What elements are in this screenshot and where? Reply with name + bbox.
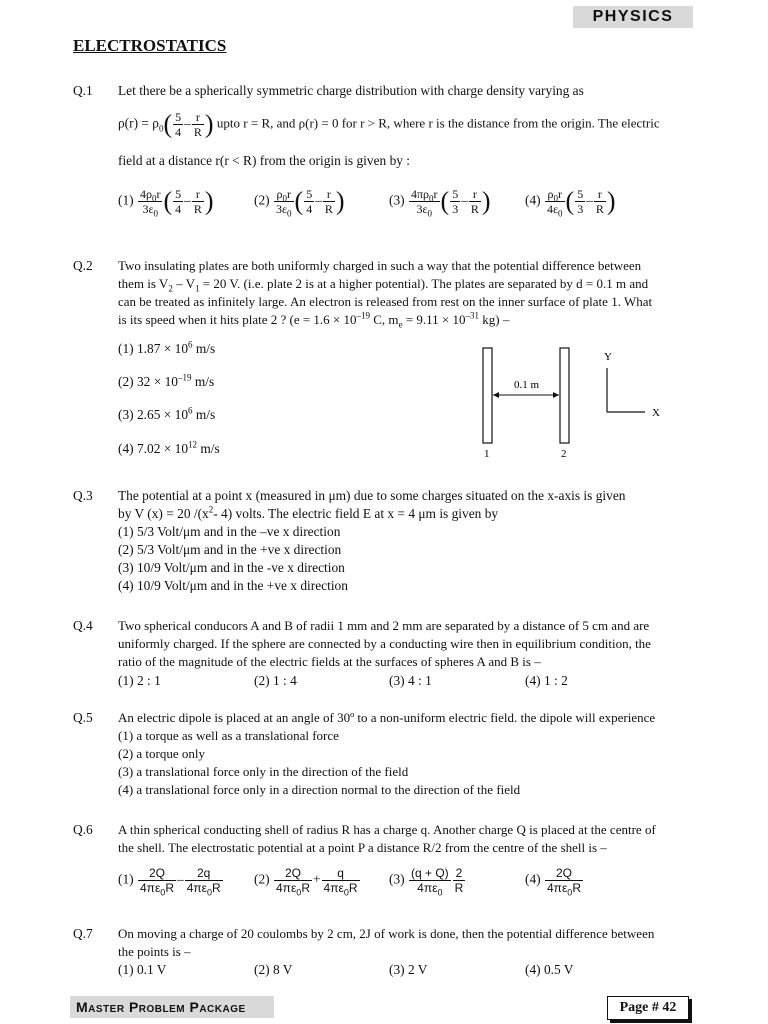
option-3: (3) 2 V [389,962,428,977]
option-3: (3) 10/9 Volt/μm and in the -ve x direction [118,560,345,575]
plate-2-label: 2 [561,448,567,460]
option-2: (2) 1 : 4 [254,673,297,688]
question-text: On moving a charge of 20 coulombs by 2 cm, 2J of work is done, then the potential difference between [118,926,655,941]
question-text: An electric dipole is placed at an angle of 30º to a non-uniform electric field. the dipole will experience [118,710,656,725]
arrow-head-right [553,392,559,398]
axis-x-label: X [652,407,660,419]
option-3: (3) $2.65 \times 10^6$ m/s [118,405,216,422]
arrow-head-left [493,392,499,398]
question-number: Q.2 [73,258,93,273]
question-number: Q.4 [73,618,93,633]
question-text: The potential at a point x (measured in μm) due to some charges situated on the x-axis is given [118,488,626,503]
option-1: (1) $1.87 \times 10^6$ m/s [118,339,216,356]
option-1: (1) 5/3 Volt/μm and in the –ve x direction [118,524,341,539]
question-text: by V (x) = 20 $/(x^2-$ 4) volts. The electric field E at x = 4 μm is given by [118,504,499,521]
option-1: (1) 0.1 V [118,962,167,977]
gap-label: 0.1 m [514,379,540,391]
page-number: Page # 42 [607,996,689,1020]
option-4: (4) $\frac{\rho_0r}{4\varepsilon_0}$ ( $\frac{5}{3}$ – $\frac{r}{R}$ ) [525,186,616,219]
question-number: Q.7 [73,926,93,941]
question-text: Let there be a spherically symmetric charge distribution with charge density varying as [118,83,584,98]
parallel-plates-diagram [470,340,680,465]
option-4: (4) 0.5 V [525,962,574,977]
option-1: (1) $\frac{2Q}{4\pi\varepsilon_0R}$ – $\frac{2q}{4\pi\varepsilon_0R}$ [118,866,221,898]
option-3: (3) 4 : 1 [389,673,432,688]
option-4: (4) 10/9 Volt/μm and in the +ve x direction [118,578,348,593]
question-text: Two spherical conducors A and B of radii 1 mm and 2 mm are separated by a distance of 5 cm and are [118,618,650,633]
charge-density-formula: $\rho(r) = \rho_0$( $\frac{5}{4}$ – $\frac{r}{R}$ ) upto r = R, and ρ(r) = 0 for r > R, where r is the distance from the origin. The electric [118,109,660,139]
option-3: (3) a translational force only in the direction of the field [118,764,409,779]
option-2: (2) $\frac{2Q}{4\pi\varepsilon_0R}$ + $\frac{q}{4\pi\varepsilon_0R}$ [254,866,358,898]
plate-2 [560,348,569,443]
question-number: Q.6 [73,822,93,837]
question-text: can be treated as infinitely large. An electron is released from rest on the inner surface of plate 1. What [118,294,653,309]
option-4: (4) 1 : 2 [525,673,568,688]
question-text: field at a distance r(r < R) from the origin is given by : [118,153,411,168]
question-text: them is $V_2 - V_1 = 20$ V. (i.e. plate 2 is at a higher potential). The plates are separated by d = 0.1 m and [118,276,649,294]
topic-title: ELECTROSTATICS [73,36,227,55]
question-number: Q.1 [73,83,93,98]
footer-package-label: Master Problem Package [70,996,274,1018]
option-2: (2) a torque only [118,746,206,761]
question-text: ratio of the magnitude of the electric fields at the surfaces of spheres A and B is – [118,654,541,669]
question-text: uniformly charged. If the sphere are connected by a conducting wire then in equilibrium condition, the [118,636,651,651]
question-number: Q.5 [73,710,93,725]
option-4: (4) $7.02 \times 10^{12}$ m/s [118,439,220,456]
question-text: the shell. The electrostatic potential at a point P a distance R/2 from the centre of the shell is – [118,840,607,855]
question-text: the points is – [118,944,191,959]
plate-1 [483,348,492,443]
option-3: (3) $\frac{4\pi\rho_0r}{3\varepsilon_0}$ ( $\frac{5}{3}$ – $\frac{r}{R}$ ) [389,186,491,219]
option-2: (2) 5/3 Volt/μm and in the +ve x direction [118,542,342,557]
plate-1-label: 1 [484,448,490,460]
question-text: is its speed when it hits plate 2 ? ($e = 1.6 \times 10^{-19}$ C, $m_e = 9.11 \times 10^{-31}$ kg) – [118,310,510,330]
option-2: (2) 8 V [254,962,293,977]
option-2: (2) $\frac{\rho_0r}{3\varepsilon_0}$ ( $\frac{5}{4}$ – $\frac{r}{R}$ ) [254,186,345,219]
option-2: (2) $32 \times 10^{-19}$ m/s [118,372,215,389]
axis-y-label: Y [604,351,612,363]
question-text: Two insulating plates are both uniformly charged in such a way that the potential difference between [118,258,642,273]
option-1: (1) $\frac{4\rho_0r}{3\varepsilon_0}$ ( $\frac{5}{4}$ – $\frac{r}{R}$ ) [118,186,214,219]
question-text: A thin spherical conducting shell of radius R has a charge q. Another charge Q is placed at the centre of [118,822,656,837]
option-1: (1) 2 : 1 [118,673,161,688]
option-4: (4) a translational force only in a direction normal to the direction of the field [118,782,521,797]
option-3: (3) $\frac{(q + Q)}{4\pi\varepsilon_0}$ $\frac{2}{R}$ [389,866,464,898]
option-4: (4) $\frac{2Q}{4\pi\varepsilon_0R}$ [525,866,581,898]
option-1: (1) a torque as well as a translational force [118,728,339,743]
subject-header: PHYSICS [573,6,693,28]
question-number: Q.3 [73,488,93,503]
